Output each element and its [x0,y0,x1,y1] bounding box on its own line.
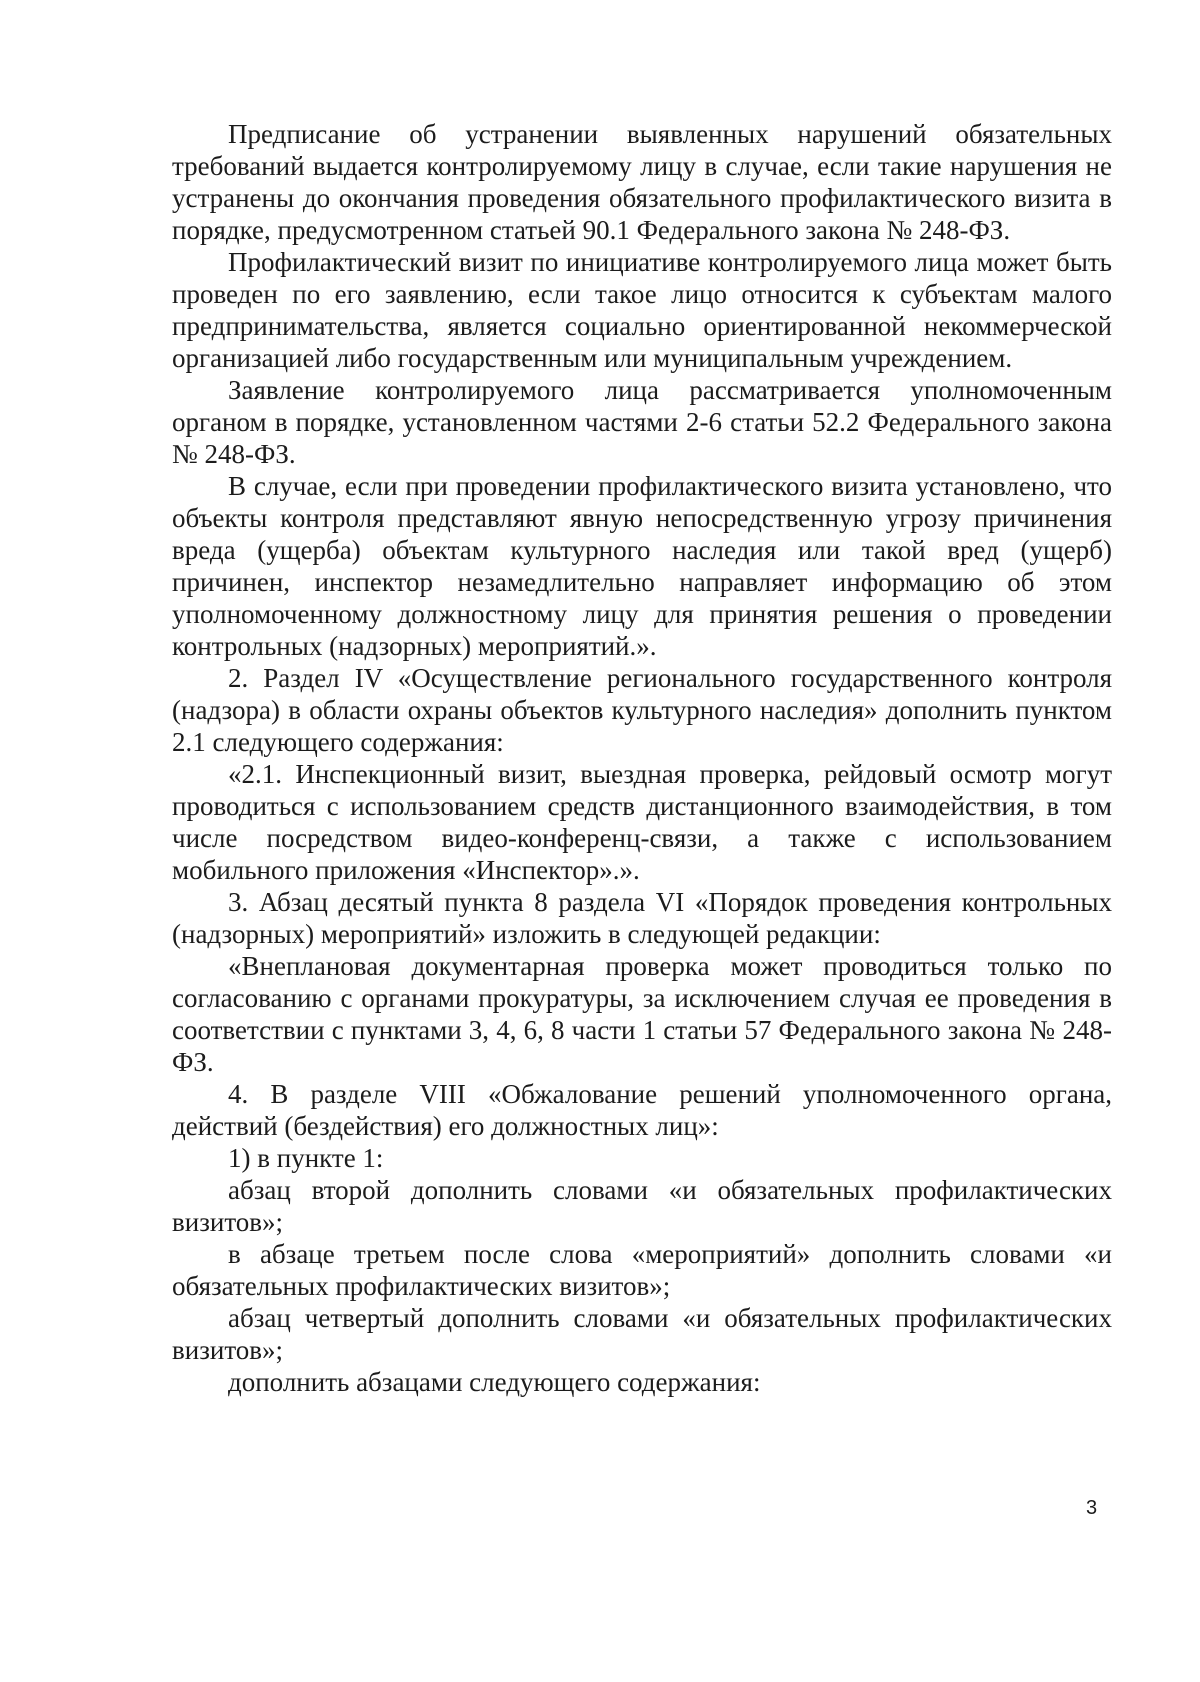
paragraph-section-iv-amendment: 2. Раздел IV «Осуществление регионального государственного контроля (надзора) в области охраны объектов культурного наследия» дополнить пунктом 2.1 следующего содержания: [172,663,1112,757]
paragraph-threat-case: В случае, если при проведении профилактического визита установлено, что объекты контроля представляют явную непосредственную угрозу причинения вреда (ущерба) объектам культурного наследия или такой вред (ущерб) причинен, инспектор незамедлительно направляет информацию об этом уполномоченному должностному лицу для принятия решения о проведении контрольных (надзорных) мероприятий.». [172,471,1112,661]
paragraph-application-review: Заявление контролируемого лица рассматривается уполномоченным органом в порядке, установленном частями 2-6 статьи 52.2 Федерального закона № 248-ФЗ. [172,375,1112,469]
paragraph-fourth-subparagraph: абзац четвертый дополнить словами «и обязательных профилактических визитов»; [172,1303,1112,1365]
page-number: 3 [1086,1497,1098,1519]
paragraph-add-subparagraphs: дополнить абзацами следующего содержания: [228,1367,761,1397]
paragraph-preventive-visit-initiative: Профилактический визит по инициативе контролируемого лица может быть проведен по его заявлению, если такое лицо относится к субъектам малого предпринимательства, является социально ориентированной некоммерческой организацией либо государственным или муниципальным учреждением. [172,247,1112,373]
paragraph-item-2-1-text: «2.1. Инспекционный визит, выездная проверка, рейдовый осмотр могут проводиться с использованием средств дистанционного взаимодействия, в том числе посредством видео-конференц-связи, а также с использованием мобильного приложения «Инспектор».». [172,759,1112,885]
document-body [172,118,1112,1398]
paragraph-section-viii-amendment: 4. В разделе VIII «Обжалование решений уполномоченного органа, действий (бездействия) его должностных лиц»: [172,1079,1112,1141]
paragraph-third-subparagraph: в абзаце третьем после слова «мероприятий» дополнить словами «и обязательных профилактических визитов»; [172,1239,1112,1301]
paragraph-section-vi-amendment: 3. Абзац десятый пункта 8 раздела VI «Порядок проведения контрольных (надзорных) мероприятий» изложить в следующей редакции: [172,887,1112,949]
paragraph-unscheduled-inspection: «Внеплановая документарная проверка может проводиться только по согласованию с органами прокуратуры, за исключением случая ее проведения в соответствии с пунктами 3, 4, 6, 8 части 1 статьи 57 Федерального закона № 248-ФЗ. [172,951,1112,1077]
paragraph-item-1: 1) в пункте 1: [228,1143,384,1173]
paragraph-second-subparagraph: абзац второй дополнить словами «и обязательных профилактических визитов»; [172,1175,1112,1237]
paragraph-prescription: Предписание об устранении выявленных нарушений обязательных требований выдается контролируемому лицу в случае, если такие нарушения не устранены до окончания проведения обязательного профилактического визита в порядке, предусмотренном статьей 90.1 Федерального закона № 248-ФЗ. [172,119,1112,245]
